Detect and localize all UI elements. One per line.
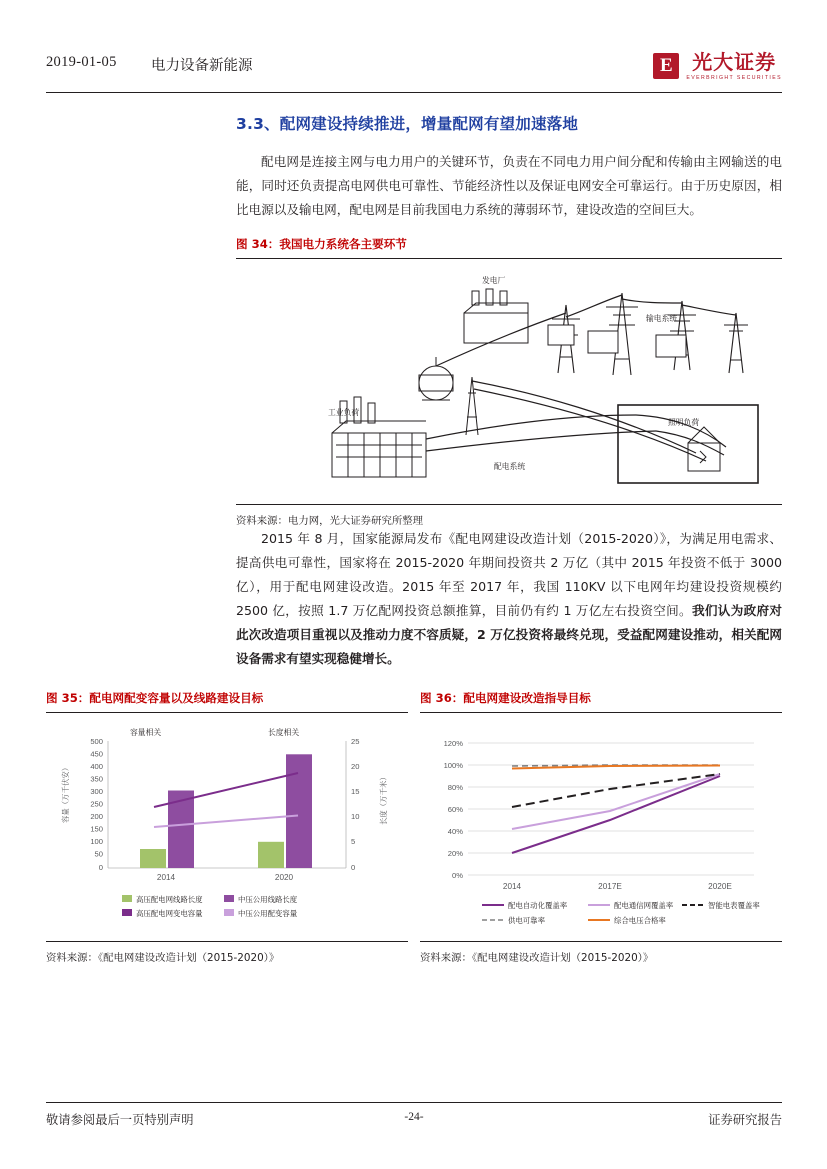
svg-text:50: 50 bbox=[94, 849, 103, 859]
page-footer bbox=[46, 1102, 782, 1129]
bar-2020-mv-line-length bbox=[286, 754, 312, 868]
svg-text:120%: 120% bbox=[443, 739, 463, 748]
label-lighting-load: 照明负荷 bbox=[668, 418, 700, 427]
annotation-length-related: 长度相关 bbox=[268, 728, 300, 737]
svg-text:综合电压合格率: 综合电压合格率 bbox=[614, 916, 666, 925]
svg-text:80%: 80% bbox=[447, 783, 463, 792]
paragraph-2-a: 2015 年 8 月，国家能源局发布《配电网建设改造计划（2015-2020）》，为满足用电需求、提高供电可靠性，国家将在 2015-2020 年期间投资共 2 万亿（其中 2015 年投资不低于 3000 亿），用于配电网建设改造。2015 年至 2017 年，我国 110KV 以下电网年均建设投资规模约 2500 亿，按照 1.7 万亿配网投资总额推算，目前仍有约 1 万亿左右投资空间。 bbox=[236, 531, 782, 618]
logo-text bbox=[686, 49, 782, 81]
label-transmission: 输电系统 bbox=[646, 314, 678, 323]
label-power-plant: 发电厂 bbox=[482, 276, 506, 285]
page-header bbox=[46, 46, 782, 93]
header-date: 2019-01-05 bbox=[46, 54, 117, 70]
svg-text:5: 5 bbox=[351, 837, 356, 846]
svg-text:2020E: 2020E bbox=[708, 882, 732, 891]
logo-name-en: EVERBRIGHT SECURITIES bbox=[686, 74, 782, 81]
svg-text:60%: 60% bbox=[447, 805, 463, 814]
svg-text:10: 10 bbox=[351, 812, 360, 821]
figure-36-source: 资料来源：《配电网建设改造计划（2015-2020）》 bbox=[420, 952, 654, 964]
svg-text:40%: 40% bbox=[447, 827, 463, 836]
svg-text:配电自动化覆盖率: 配电自动化覆盖率 bbox=[508, 901, 568, 910]
figure-35 bbox=[46, 690, 408, 964]
svg-text:2014: 2014 bbox=[156, 873, 176, 882]
label-distribution: 配电系统 bbox=[494, 462, 526, 471]
footer-disclaimer: 敬请参阅最后一页特别声明 bbox=[46, 1113, 194, 1127]
svg-text:长度（万千米）: 长度（万千米） bbox=[379, 773, 388, 825]
svg-text:250: 250 bbox=[90, 799, 103, 809]
svg-text:0%: 0% bbox=[452, 871, 463, 880]
svg-text:高压配电网线路长度: 高压配电网线路长度 bbox=[136, 895, 203, 904]
svg-text:500: 500 bbox=[90, 737, 103, 746]
footer-report-type: 证券研究报告 bbox=[708, 1113, 782, 1127]
figure-36-chart bbox=[420, 712, 782, 942]
svg-text:0: 0 bbox=[98, 863, 103, 872]
figure-34-source: 资料来源：电力网，光大证券研究所整理 bbox=[236, 515, 424, 527]
bar-2014-hv-line-length bbox=[140, 849, 166, 868]
annotation-capacity-related: 容量相关 bbox=[130, 728, 162, 737]
header-category: 电力设备新能源 bbox=[151, 58, 253, 74]
svg-text:20: 20 bbox=[351, 762, 360, 771]
figure-35-title: 图 35：配电网配变容量以及线路建设目标 bbox=[46, 691, 264, 705]
svg-text:450: 450 bbox=[90, 749, 103, 759]
svg-text:智能电表覆盖率: 智能电表覆盖率 bbox=[708, 901, 760, 910]
section-heading: 3.3、配网建设持续推进，增量配网有望加速落地 bbox=[236, 115, 579, 133]
svg-text:2020: 2020 bbox=[274, 873, 294, 882]
article-body bbox=[236, 112, 782, 677]
figure-35-chart bbox=[46, 712, 408, 942]
svg-text:350: 350 bbox=[90, 774, 103, 784]
svg-text:300: 300 bbox=[90, 787, 103, 796]
svg-text:20%: 20% bbox=[447, 849, 463, 858]
page-number: -24- bbox=[404, 1111, 424, 1123]
svg-text:150: 150 bbox=[90, 824, 103, 834]
svg-text:400: 400 bbox=[90, 762, 103, 771]
figure-36-title: 图 36：配电网建设改造指导目标 bbox=[420, 691, 591, 705]
figure-36 bbox=[420, 690, 782, 964]
bar-2020-hv-line-length bbox=[258, 842, 284, 868]
svg-text:100%: 100% bbox=[443, 761, 463, 770]
label-industrial-load: 工业负荷 bbox=[328, 408, 360, 417]
svg-text:容量（万千伏安）: 容量（万千伏安） bbox=[61, 763, 70, 823]
svg-text:2017E: 2017E bbox=[598, 882, 622, 891]
logo-name-cn: 光大证券 bbox=[692, 49, 777, 74]
svg-text:中压公用配变容量: 中压公用配变容量 bbox=[238, 909, 298, 918]
svg-text:200: 200 bbox=[90, 812, 103, 821]
svg-text:供电可靠率: 供电可靠率 bbox=[508, 916, 545, 925]
svg-text:25: 25 bbox=[351, 737, 360, 746]
svg-text:高压配电网变电容量: 高压配电网变电容量 bbox=[136, 909, 203, 918]
svg-text:0: 0 bbox=[351, 863, 356, 872]
svg-text:配电通信网覆盖率: 配电通信网覆盖率 bbox=[614, 901, 674, 910]
logo-mark-icon: E bbox=[653, 53, 679, 79]
svg-text:中压公用线路长度: 中压公用线路长度 bbox=[238, 895, 298, 904]
svg-text:100: 100 bbox=[90, 837, 103, 846]
figure-34 bbox=[236, 258, 782, 505]
brand-logo bbox=[653, 46, 782, 86]
figure-35-source: 资料来源：《配电网建设改造计划（2015-2020）》 bbox=[46, 952, 280, 964]
figures-row bbox=[46, 690, 782, 964]
figure-34-title: 图 34：我国电力系统各主要环节 bbox=[236, 237, 407, 251]
paragraph-1: 配电网是连接主网与电力用户的关键环节，负责在不同电力用户间分配和传输由主网输送的电能，同时还负责提高电网供电可靠性、节能经济性以及保证电网安全可靠运行。由于历史原因，相比电源以及输电网，配电网是目前我国电力系统的薄弱环节，建设改造的空间巨大。 bbox=[236, 154, 782, 217]
svg-text:15: 15 bbox=[351, 787, 360, 796]
paragraph-2-b: 我们认为政府对此次改造项目重视以及推动力度不容质疑，2 万亿投资将最终兑现，受益配网建设推动，相关配网设备需求有望实现稳健增长。 bbox=[236, 603, 783, 666]
svg-text:2014: 2014 bbox=[502, 882, 522, 891]
paragraph-2 bbox=[236, 527, 782, 671]
figure-34-image bbox=[236, 265, 782, 500]
